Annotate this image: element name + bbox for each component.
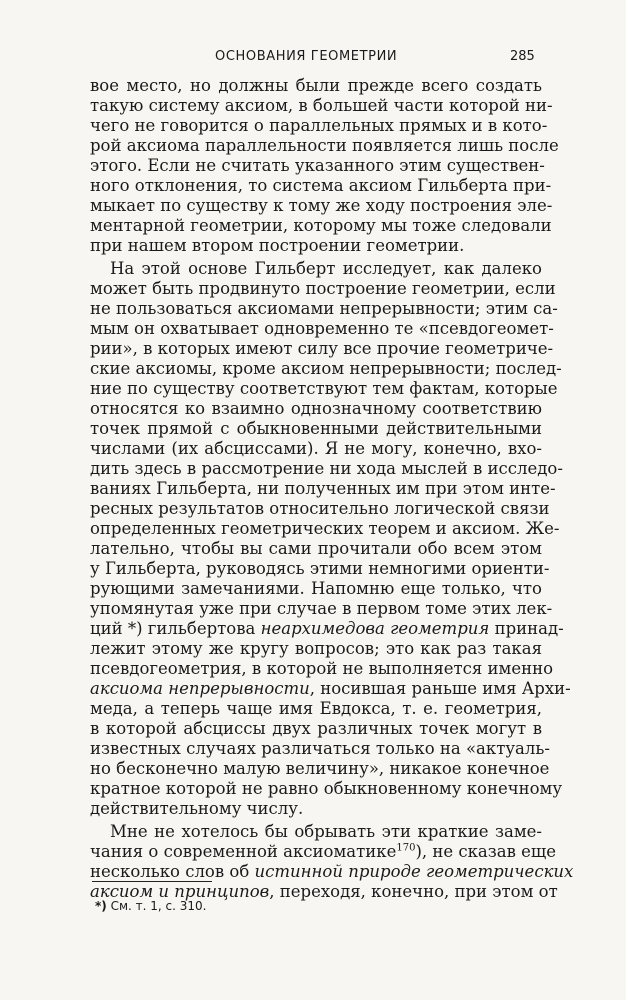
text-line [90, 359, 562, 379]
text-line [90, 279, 556, 299]
text-line [110, 822, 542, 842]
line-text: На этой основе Гильберт исследует, как далеко [110, 259, 542, 278]
line-text: ние по существу соответствуют тем фактам, которые [90, 379, 558, 398]
line-text: рующими замечаниями. Напомню еще только, что [90, 579, 542, 598]
line-text: числами (их абсциссами). Я не могу, конечно, вхо- [90, 439, 542, 458]
text-line [90, 156, 545, 176]
line-text: определенных геометрических теорем и аксиом. Же- [90, 519, 560, 538]
line-text: чания о современной аксиоматике [90, 842, 397, 861]
line-text: меда, а теперь чаще имя Евдокса, т. е. геометрия, [90, 699, 542, 718]
text-line [90, 579, 542, 599]
line-text: не пользоваться аксиомами непрерывности; этим са- [90, 299, 558, 318]
line-text: при нашем втором построении геометрии. [90, 236, 465, 255]
text-line [90, 339, 554, 359]
text-line [90, 136, 559, 156]
text-line [90, 196, 553, 216]
text-line [90, 559, 550, 579]
note-reference: 170 [396, 842, 416, 854]
line-text: лательно, чтобы вы сами прочитали обо всем этом [90, 539, 542, 558]
text-line [90, 299, 558, 319]
line-text: , переходя, конечно, при этом от [269, 882, 558, 901]
line-text: упомянутая уже при случае в первом томе этих лек- [90, 599, 553, 618]
line-text: такую систему аксиом, в большей части которой ни- [90, 96, 553, 115]
text-line [90, 862, 574, 882]
text-line [90, 236, 542, 256]
footnote-separator [92, 881, 212, 882]
line-text: , носившая раньше имя Архи- [309, 679, 571, 698]
text-line [90, 719, 542, 739]
text-line [90, 759, 550, 779]
line-text: ций *) гильбертова [90, 619, 261, 638]
line-text: лежит этому же кругу вопросов; это как раз такая [90, 639, 542, 658]
line-text: рой аксиома параллельности появляется лишь после [90, 136, 559, 155]
italic-term: аксиом и принципов [90, 882, 270, 901]
line-text: может быть продвинуто построение геометрии, если [90, 279, 556, 298]
line-text: относятся ко взаимно однозначному соответствию [90, 399, 542, 418]
footnote-text: См. т. 1, с. 310. [106, 899, 207, 913]
line-text: известных случаях различаться только на «актуаль- [90, 739, 550, 758]
line-text: но бесконечно малую величину», никакое конечное [90, 759, 550, 778]
text-line [90, 76, 542, 96]
line-text: действительному числу. [90, 799, 304, 818]
line-text: ), не сказав еще [415, 842, 557, 861]
line-text: чего не говорится о параллельных прямых и в кото- [90, 116, 548, 135]
running-header-title: ОСНОВАНИЯ ГЕОМЕТРИИ [215, 49, 398, 64]
text-line [90, 779, 563, 799]
text-line [90, 419, 542, 439]
line-text: вое место, но должны были прежде всего создать [90, 76, 542, 95]
line-text: Мне не хотелось бы обрывать эти краткие заме- [110, 822, 542, 841]
line-text: в которой абсциссы двух различных точек могут в [90, 719, 542, 738]
line-text: несколько слов об [90, 862, 255, 881]
text-line [90, 679, 571, 699]
text-line [90, 459, 563, 479]
text-line [110, 259, 542, 279]
line-text: ские аксиомы, кроме аксиом непрерывности; послед- [90, 359, 562, 378]
text-line [90, 216, 552, 236]
line-text: принад- [489, 619, 564, 638]
text-line [90, 539, 542, 559]
text-line [90, 399, 542, 419]
footnote [95, 899, 206, 913]
text-line [90, 499, 550, 519]
line-text: псевдогеометрия, в которой не выполняется именно [90, 659, 554, 678]
text-line [90, 379, 558, 399]
text-line [90, 842, 557, 862]
text-line [90, 659, 554, 679]
italic-term: неархимедова геометрия [260, 619, 490, 638]
line-text: ного отклонения, то система аксиом Гильберта при- [90, 176, 552, 195]
line-text: рии», в которых имеют силу все прочие геометриче- [90, 339, 554, 358]
line-text: этого. Если не считать указанного этим существен- [90, 156, 545, 175]
text-line [90, 619, 564, 639]
text-line [90, 116, 548, 136]
text-line [90, 176, 552, 196]
text-line [90, 519, 560, 539]
footnote-mark: *) [95, 899, 107, 913]
line-text: мыкает по существу к тому же ходу построения эле- [90, 196, 553, 215]
line-text: ментарной геометрии, которому мы тоже следовали [90, 216, 552, 235]
line-text: точек прямой с обыкновенными действительными [90, 419, 542, 438]
line-text: мым он охватывает одновременно те «псевдогеомет- [90, 319, 554, 338]
text-line [90, 699, 542, 719]
line-text: ресных результатов относительно логической связи [90, 499, 550, 518]
text-line [90, 96, 553, 116]
text-line [90, 639, 542, 659]
text-line [90, 799, 542, 819]
text-line [90, 479, 556, 499]
italic-term: аксиома непрерывности [90, 679, 310, 698]
text-line [90, 439, 542, 459]
text-line [90, 739, 550, 759]
line-text: у Гильберта, руководясь этими немногими ориенти- [90, 559, 550, 578]
page-number: 285 [510, 49, 535, 64]
line-text: кратное которой не равно обыкновенному конечному [90, 779, 563, 798]
text-line [90, 319, 554, 339]
italic-term: истинной природе геометрических [254, 862, 574, 881]
text-line [90, 599, 553, 619]
line-text: ваниях Гильберта, ни полученных им при этом инте- [90, 479, 556, 498]
line-text: дить здесь в рассмотрение ни хода мыслей в исследо- [90, 459, 563, 478]
